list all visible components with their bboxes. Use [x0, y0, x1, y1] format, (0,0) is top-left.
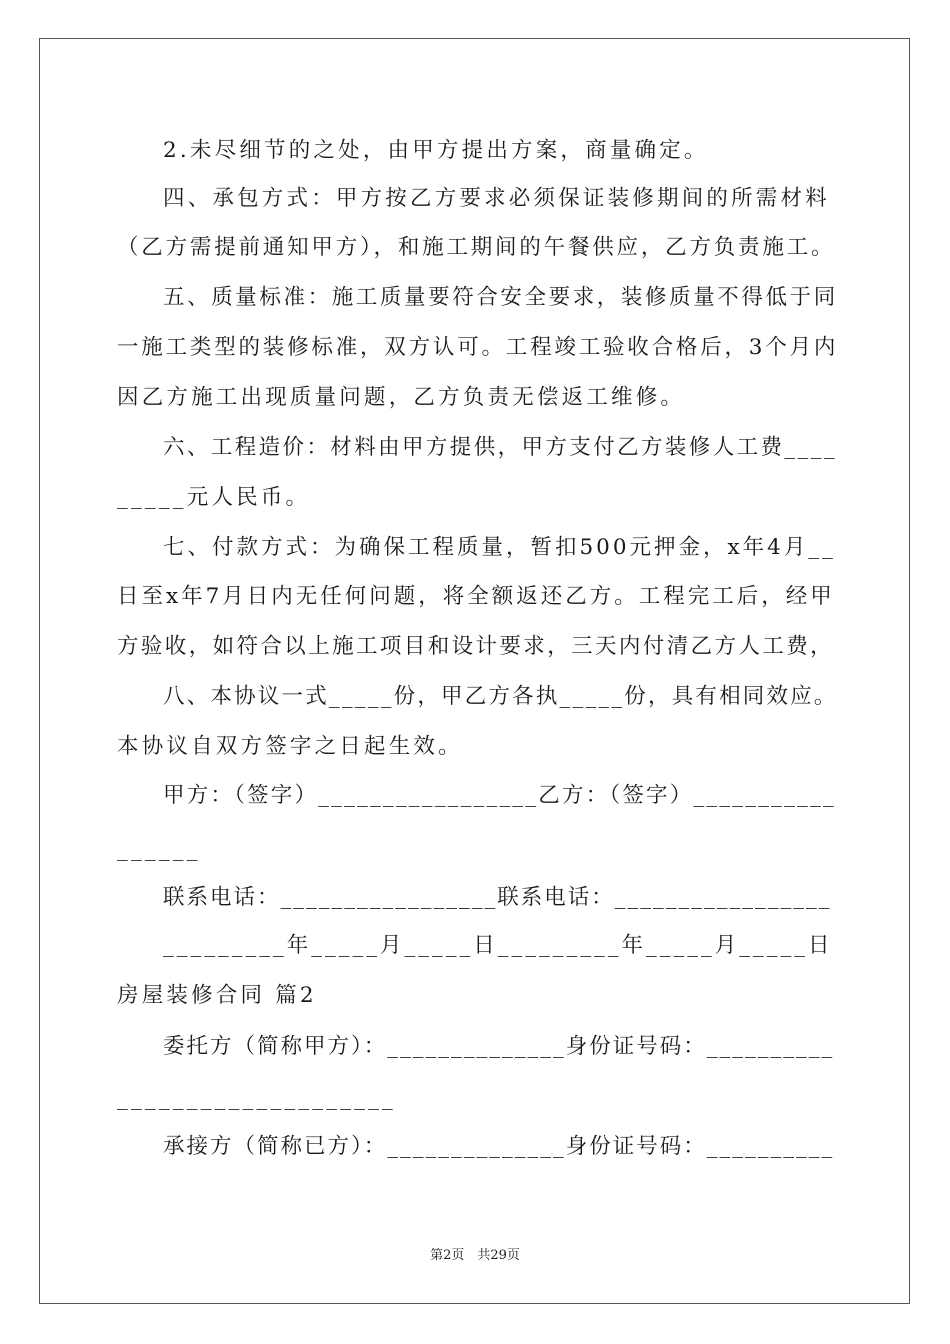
text-line: _____元人民币。: [117, 485, 311, 510]
signature-line: 甲方：（签字）_________________乙方：（签字）___________: [163, 783, 836, 808]
client-line-cont: ____________________: [117, 1086, 396, 1111]
text-line: 八、本协议一式_____份，甲乙方各执_____份，具有相同效应。: [163, 684, 838, 709]
text-line: 六、工程造价：材料由甲方提供，甲方支付乙方装修人工费____: [163, 435, 838, 460]
text-line: （乙方需提前通知甲方），和施工期间的午餐供应，乙方负责施工。: [117, 235, 836, 260]
signature-line-cont: ______: [117, 837, 201, 862]
text-line: 四、承包方式：甲方按乙方要求必须保证装修期间的所需材料: [163, 186, 830, 211]
text-line: 2.未尽细节的之处，由甲方提出方案，商量确定。: [163, 138, 709, 163]
text-line: 因乙方施工出现质量问题，乙方负责无偿返工维修。: [117, 385, 686, 410]
contact-phone-line: 联系电话：_________________联系电话：_________________: [163, 885, 832, 910]
text-line: 一施工类型的装修标准，双方认可。工程竣工验收合格后，3个月内: [117, 335, 839, 360]
date-line: _________年_____月_____日_________年_____月_____日: [163, 933, 833, 958]
text-line: 方验收，如符合以上施工项目和设计要求，三天内付清乙方人工费，: [117, 634, 835, 659]
section-heading: 房屋装修合同 篇2: [117, 983, 317, 1008]
page-border: [39, 38, 910, 1304]
text-line: 本协议自双方签字之日起生效。: [117, 734, 463, 759]
page-footer: 第2页 共29页: [430, 1248, 520, 1263]
text-line: 日至x年7月日内无任何问题，将全额返还乙方。工程完工后，经甲: [117, 584, 835, 609]
client-line: 委托方（简称甲方）：______________身份证号码：__________: [163, 1034, 835, 1059]
contractor-line: 承接方（简称已方）：______________身份证号码：__________: [163, 1134, 835, 1159]
text-line: 五、质量标准：施工质量要符合安全要求，装修质量不得低于同: [163, 285, 838, 310]
text-line: 七、付款方式：为确保工程质量，暂扣500元押金，x年4月__: [163, 535, 836, 560]
